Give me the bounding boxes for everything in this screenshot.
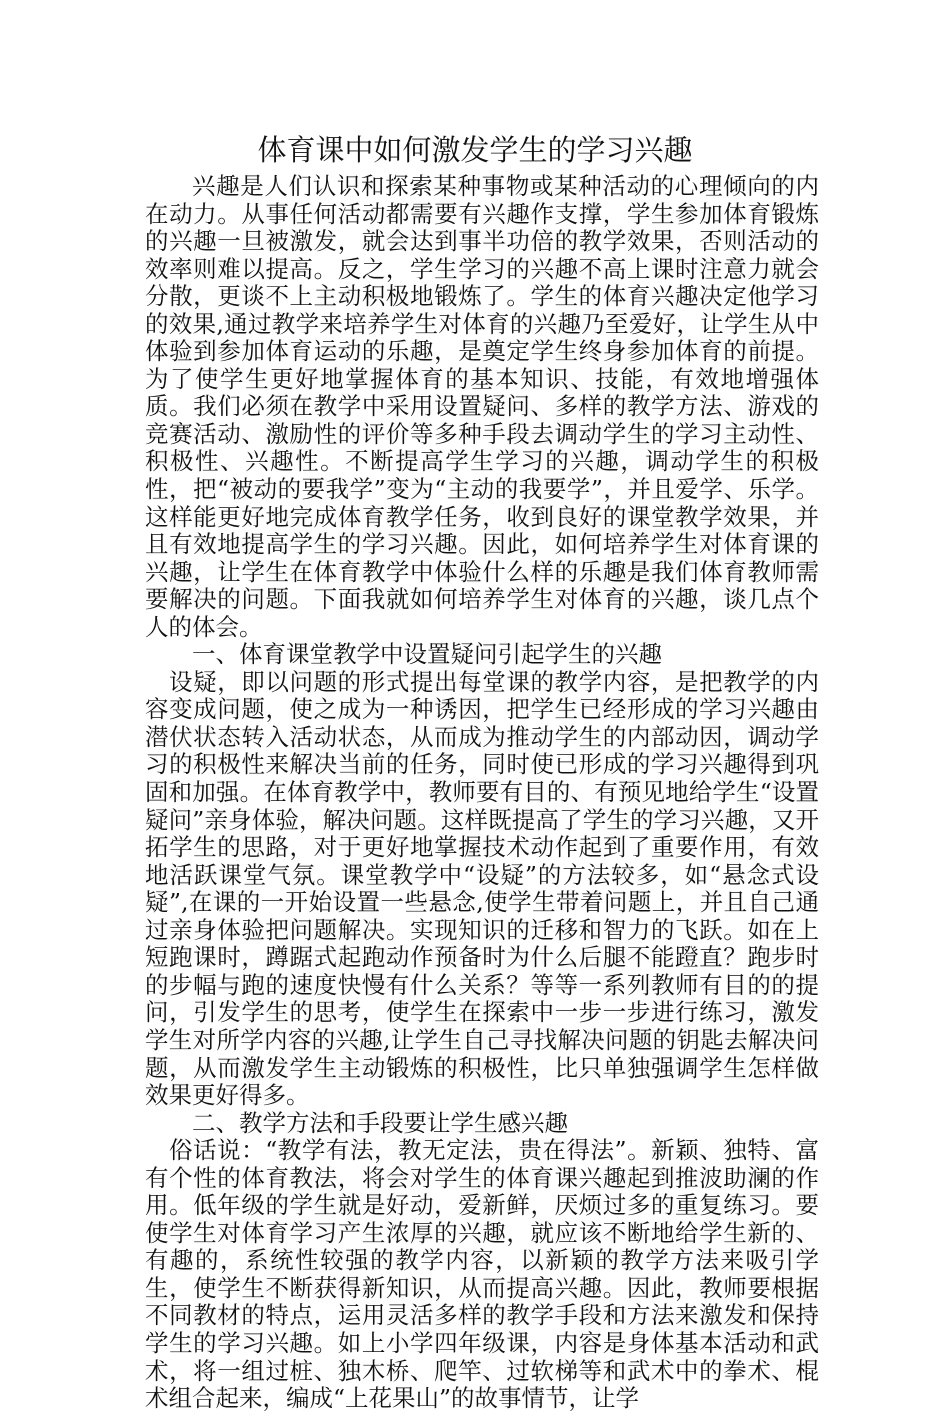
section-2-paragraph: 俗话说：“教学有法，教无定法，贵在得法”。新颖、独特、富有个性的体育教法，将会对学生的体育课兴趣起到推波助澜的作用。低年级的学生就是好动，爱新鲜，厌烦过多的重复练习。要使学生对体育学习产生浓厚的兴趣，就应该不断地给学生新的、有趣的，系统性较强的教学内容，以新颖的教学方法来吸引学生，使学生不断获得新知识，从而提高兴趣。因此，教师要根据不同教材的特点，运用灵活多样的教学手段和方法来激发和保持学生的学习兴趣。如上小学四年级课，内容是身体基本活动和武术，将一组过桩、独木桥、爬竿、过软梯等和武术中的拳术、棍术组合起来，编成“上花果山”的故事情节，让学 <box>145 1136 819 1413</box>
document-title: 体育课中如何激发学生的学习兴趣 <box>257 133 693 167</box>
section-1-paragraph: 设疑，即以问题的形式提出每堂课的教学内容，是把教学的内容变成问题，使之成为一种诱因，把学生已经形成的学习兴趣由潜伏状态转入活动状态，从而成为推动学生的内部动因，调动学习的积极性来解决当前的任务，同时使已形成的学习兴趣得到巩固和加强。在体育教学中，教师要有目的、有预见地给学生“设置疑问”亲身体验，解决问题。这样既提高了学生的学习兴趣，又开拓学生的思路，对于更好地掌握技术动作起到了重要作用，有效地活跃课堂气氛。课堂教学中“设疑”的方法较多，如“悬念式设疑”,在课的一开始设置一些悬念,使学生带着问题上，并且自己通过亲身体验把问题解决。实现知识的迁移和智力的飞跃。如在上短跑课时，蹲踞式起跑动作预备时为什么后腿不能蹬直？跑步时的步幅与跑的速度快慢有什么关系？等等一系列教师有目的的提问，引发学生的思考，使学生在探索中一步一步进行练习，激发学生对所学内容的兴趣,让学生自己寻找解决问题的钥匙去解决问题，从而激发学生主动锻炼的积极性，比只单独强调学生怎样做效果更好得多。 <box>145 667 819 1110</box>
section-heading-2: 二、教学方法和手段要让学生感兴趣 <box>192 1108 568 1137</box>
document-body <box>145 173 819 1413</box>
section-heading-1: 一、体育课堂教学中设置疑问引起学生的兴趣 <box>192 640 662 669</box>
intro-paragraph: 兴趣是人们认识和探索某种事物或某种活动的心理倾向的内在动力。从事任何活动都需要有兴趣作支撑，学生参加体育锻炼的兴趣一旦被激发，就会达到事半功倍的教学效果，否则活动的效率则难以提高。反之，学生学习的兴趣不高上课时注意力就会分散，更谈不上主动积极地锻炼了。学生的体育兴趣决定他学习的效果,通过教学来培养学生对体育的兴趣乃至爱好，让学生从中体验到参加体育运动的乐趣，是奠定学生终身参加体育的前提。为了使学生更好地掌握体育的基本知识、技能，有效地增强体质。我们必须在教学中采用设置疑问、多样的教学方法、游戏的竞赛活动、激励性的评价等多种手段去调动学生的学习主动性、积极性、兴趣性。不断提高学生学习的兴趣，调动学生的积极性，把“被动的要我学”变为“主动的我要学”，并且爱学、乐学。这样能更好地完成体育教学任务，收到良好的课堂教学效果，并且有效地提高学生的学习兴趣。因此，如何培养学生对体育课的兴趣，让学生在体育教学中体验什么样的乐趣是我们体育教师需要解决的问题。下面我就如何培养学生对体育的兴趣，谈几点个人的体会。 <box>145 172 819 641</box>
